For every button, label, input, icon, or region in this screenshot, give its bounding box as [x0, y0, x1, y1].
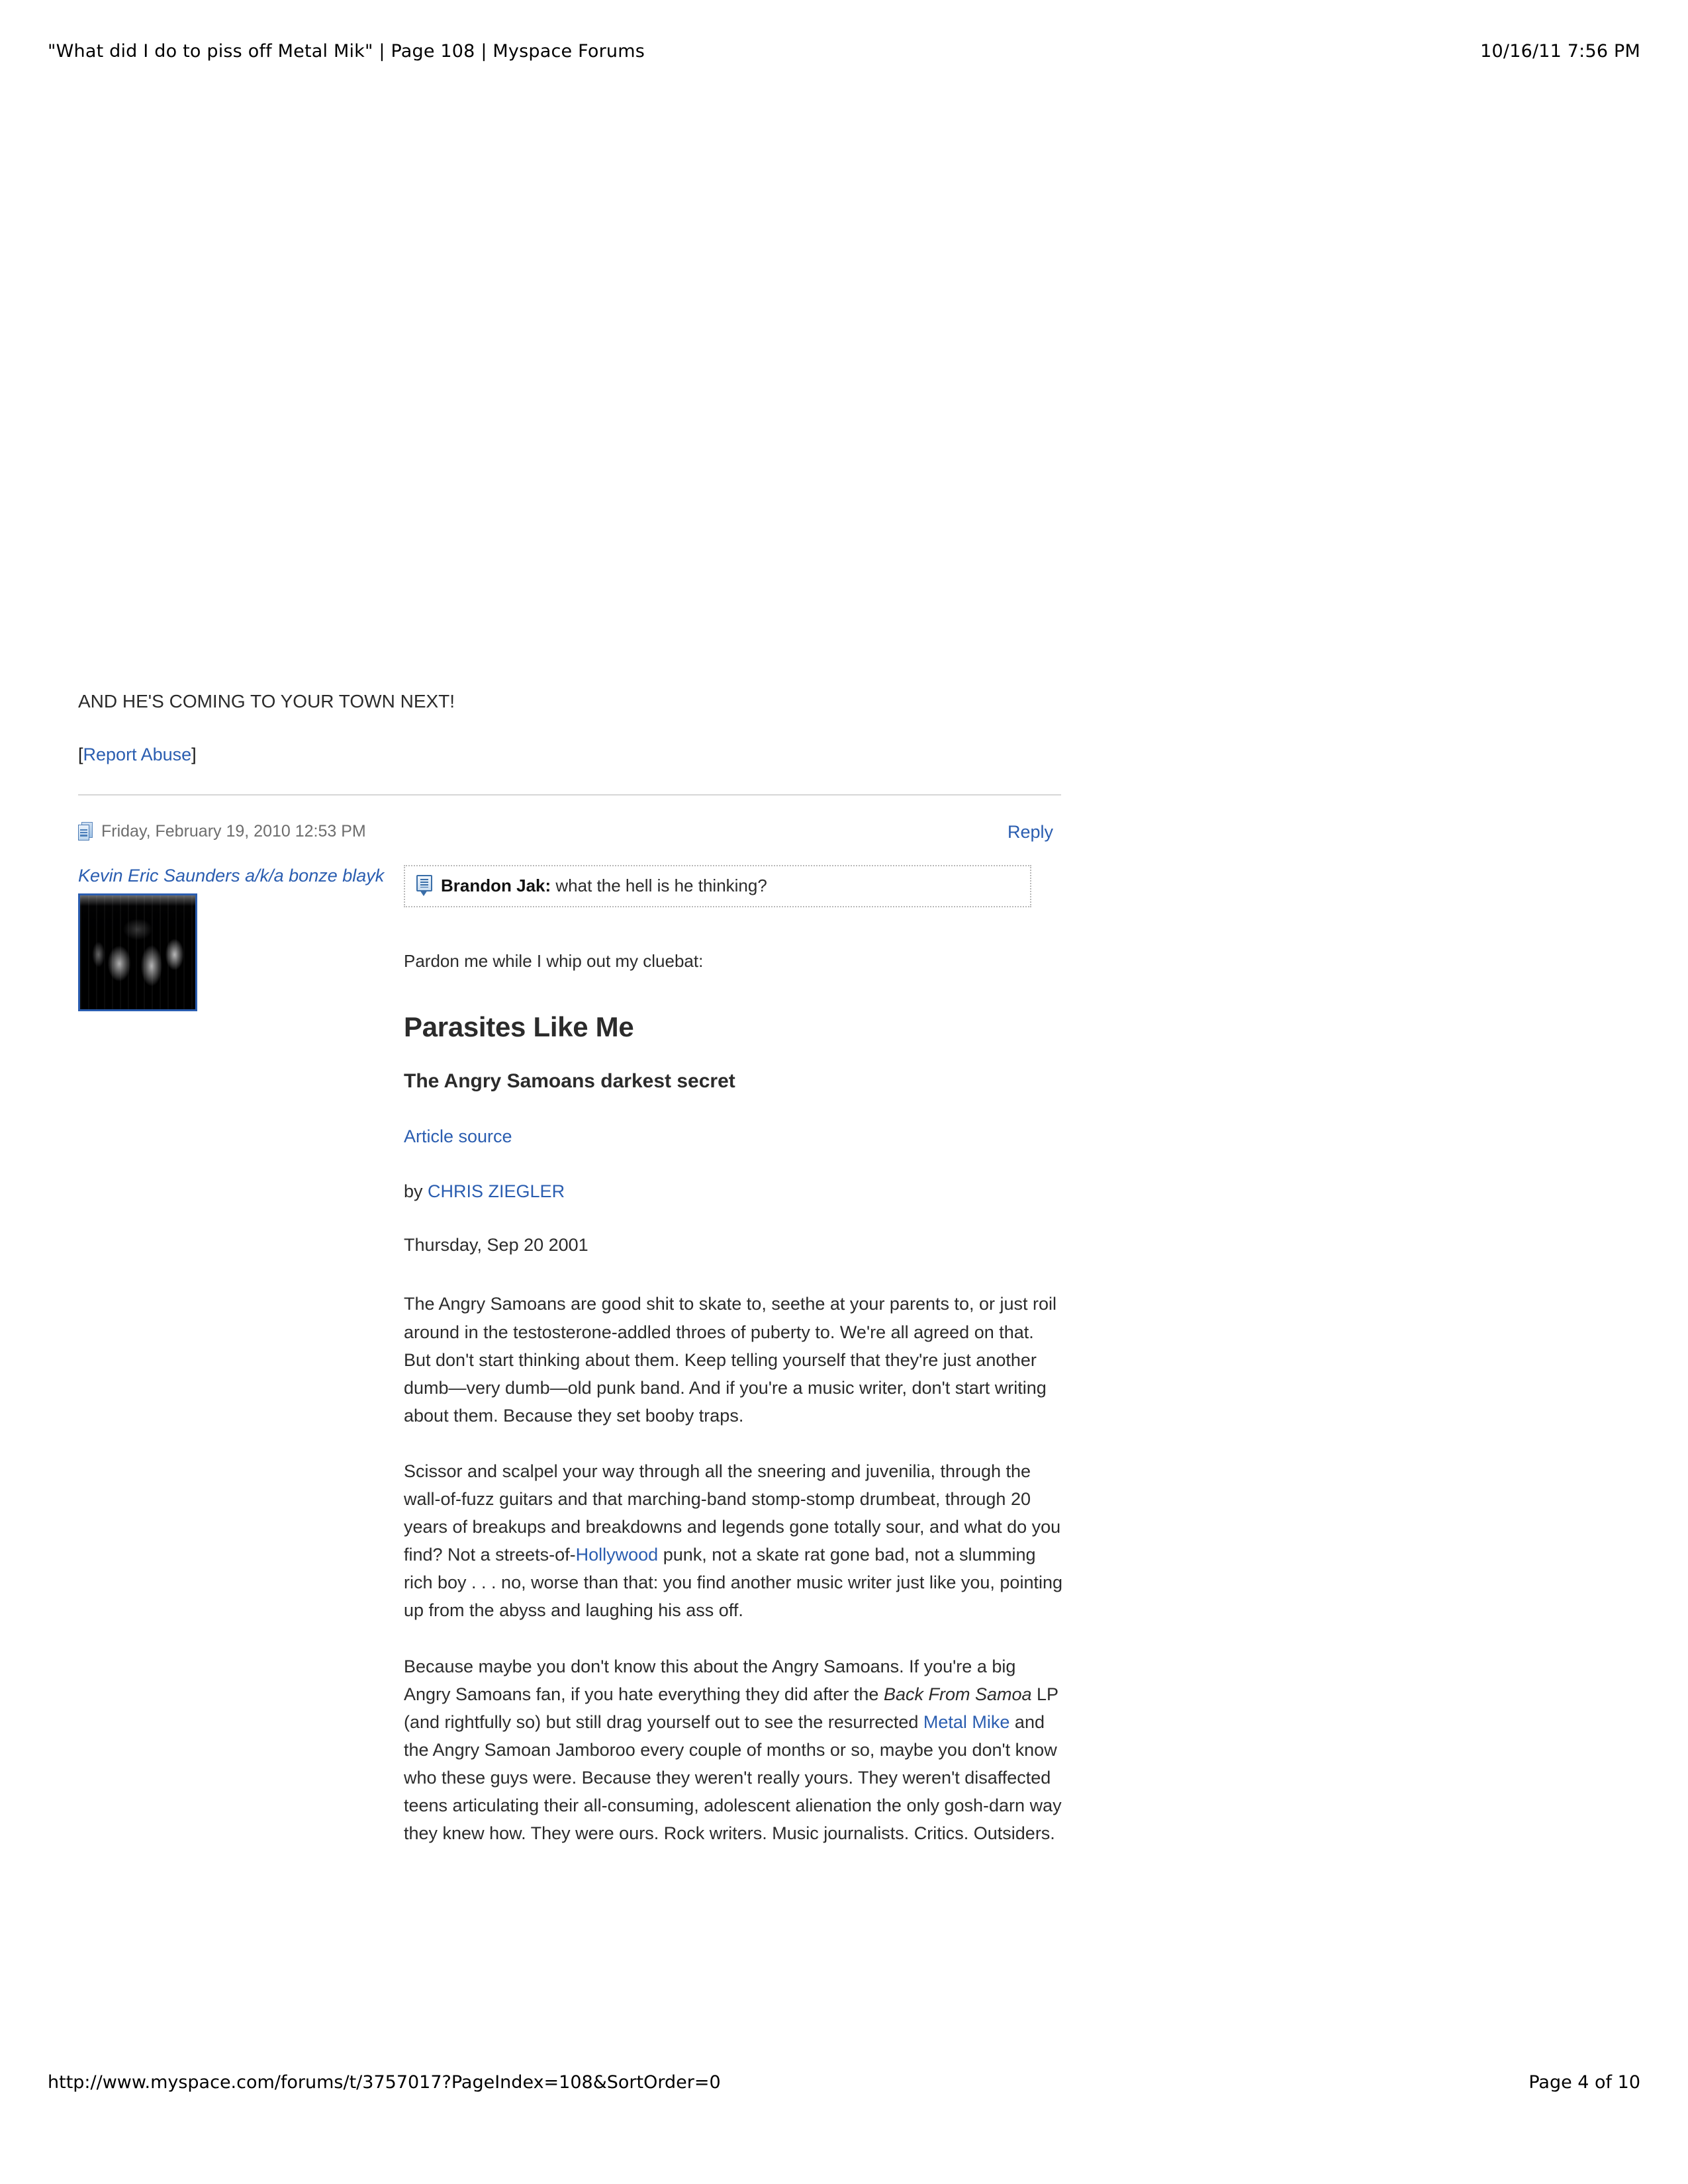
post-meta-row — [78, 822, 1061, 842]
article-paragraph-2 — [404, 1457, 1062, 1625]
report-abuse-bracket-close: ] — [191, 744, 197, 764]
quote-text — [441, 875, 767, 897]
article-paragraph-3 — [404, 1653, 1062, 1848]
post-signature-line: AND HE'S COMING TO YOUR TOWN NEXT! — [78, 691, 455, 711]
article-source-link[interactable]: Article source — [404, 1126, 512, 1147]
report-abuse-bracket-open: [ — [78, 744, 83, 764]
post-body — [78, 865, 1614, 1876]
paragraph-2-part-a: Scissor and scalpel your way through all the sneering and juvenilia, through the wall-of-fuzz guitars and that marching-band stomp-stomp drumbeat, through 20 years of breakups and breakdowns and legends gone totally sour, and what do you find? Not a streets-of- — [404, 1461, 1061, 1565]
metal-mike-link[interactable]: Metal Mike — [923, 1711, 1010, 1732]
paragraph-3-part-c: and the Angry Samoan Jamboroo every couple of months or so, maybe you don't know who these guys were. Because they weren't really yours. They weren't disaffected teens articulating their all-consuming, adolescent alienation the only gosh-darn way they knew how. They were ours. Rock writers. Music journalists. Critics. Outsiders. — [404, 1711, 1062, 1844]
hollywood-link[interactable]: Hollywood — [575, 1545, 659, 1565]
paragraph-3-part-b: LP (and rightfully so) but still drag yourself out to see the resurrected — [404, 1684, 1058, 1732]
print-footer-page: Page 4 of 10 — [1528, 2072, 1640, 2093]
article-subtitle: The Angry Samoans darkest secret — [404, 1070, 735, 1093]
forum-page-content — [78, 688, 1614, 1875]
article-source-row — [404, 1126, 1062, 1147]
reply-link[interactable]: Reply — [1007, 821, 1053, 842]
article-byline — [404, 1181, 1062, 1202]
post-author-link[interactable]: Kevin Eric Saunders a/k/a bonze blayk — [78, 865, 385, 886]
album-title-back-from-samoa: Back From Samoa — [883, 1684, 1032, 1704]
article-pubdate: Thursday, Sep 20 2001 — [404, 1235, 588, 1255]
article-title: Parasites Like Me — [404, 1011, 634, 1043]
post-message-column — [404, 865, 1062, 1876]
quote-bubble-icon — [416, 875, 434, 896]
print-footer — [48, 2072, 1640, 2093]
quoted-message-box — [404, 865, 1031, 908]
quote-body: what the hell is he thinking? — [551, 875, 767, 895]
print-header-timestamp: 10/16/11 7:56 PM — [1480, 41, 1640, 62]
paragraph-2-part-b: punk, not a skate rat gone bad, not a slumming rich boy . . . no, worse than that: you find another music writer just like you, pointing up from the abyss and laughing his ass off. — [404, 1545, 1062, 1621]
post-date: Friday, February 19, 2010 12:53 PM — [101, 821, 366, 841]
post-page-icon — [78, 822, 93, 841]
print-header-title: "What did I do to piss off Metal Mik" | Page 108 | Myspace Forums — [48, 41, 645, 62]
post-author-avatar[interactable] — [78, 893, 197, 1011]
post-meta-left — [78, 822, 366, 841]
article-paragraph-1: The Angry Samoans are good shit to skate to, seethe at your parents to, or just roil around in the testosterone-addled throes of puberty to. We're all agreed on that. But don't start thinking about them. Keep telling yourself that they're just another dumb—very dumb—old punk band. And if you're a music writer, don't start writing about them. Because they set booby traps. — [404, 1294, 1057, 1426]
print-header — [48, 41, 1640, 62]
byline-author-link[interactable]: CHRIS ZIEGLER — [428, 1181, 565, 1202]
paragraph-3-part-a: Because maybe you don't know this about the Angry Samoans. If you're a big Angry Samoans fan, if you hate everything they did after the — [404, 1656, 1016, 1704]
report-abuse-row — [78, 745, 1614, 765]
post-author-column — [78, 865, 404, 1011]
quote-author: Brandon Jak: — [441, 875, 551, 895]
report-abuse-link[interactable]: Report Abuse — [83, 744, 192, 764]
post-divider — [78, 794, 1061, 796]
byline-prefix: by — [404, 1181, 428, 1202]
avatar-photo-texture — [80, 895, 195, 1009]
print-footer-url: http://www.myspace.com/forums/t/3757017?PageIndex=108&SortOrder=0 — [48, 2072, 721, 2093]
post-intro-line: Pardon me while I whip out my cluebat: — [404, 951, 704, 972]
